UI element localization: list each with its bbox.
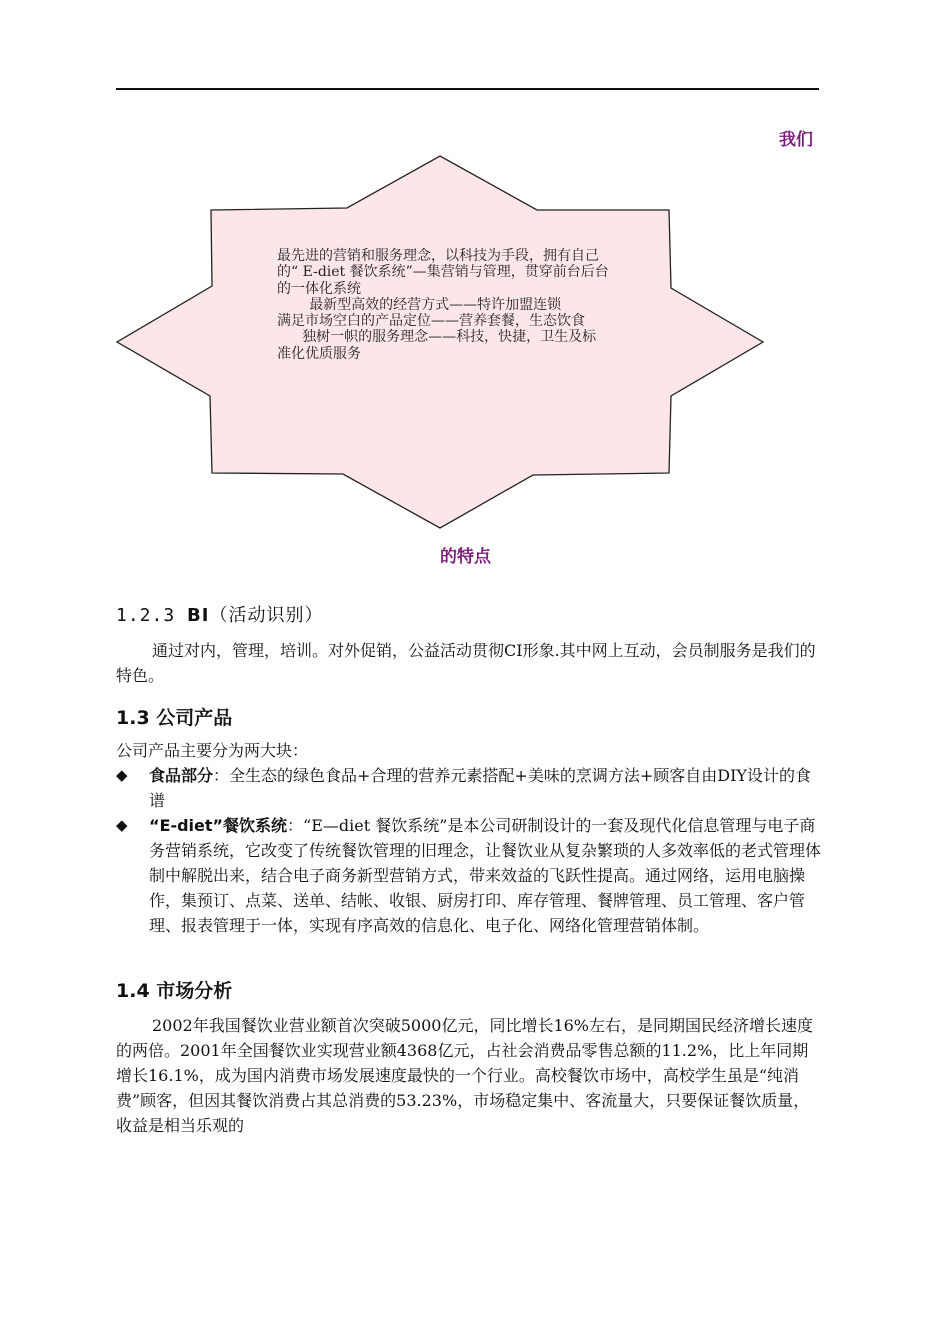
item-label: 食品部分 — [149, 766, 214, 785]
body-text: 2002年我国餐饮业营业额首次突破5000亿元，同比增长16%左右，是同期国民经济增长速度的两倍。2001年全国餐饮业实现营业额4368亿元，占社会消费品零售总额的11.2%，比上年同期增长16.1%，成为国内消费市场发展速度最快的一个行业。高校餐饮市场中，高校学生虽是“纯消费”顾客，但因其餐饮消费占其总消费的53.23%，市场稳定集中、客流量大，只要保证餐饮质量，收益是相当乐观的 — [116, 1016, 814, 1135]
section-number: 1.2.3 — [116, 605, 176, 626]
section-bold-title: BI — [187, 605, 210, 626]
section-1-2-3-heading — [116, 601, 323, 627]
item-label: “E-diet”餐饮系统 — [149, 816, 288, 835]
callout-text — [277, 248, 609, 362]
section-title: （活动识别） — [209, 605, 324, 626]
section-1-4-body — [116, 1013, 820, 1138]
item-text: ：全生态的绿色食品+合理的营养元素搭配+美味的烹调方法+顾客自由DIY设计的食谱 — [149, 766, 811, 810]
section-1-2-3-body — [116, 638, 820, 688]
section-1-3-intro: 公司产品主要分为两大块： — [116, 741, 309, 760]
section-1-4-heading: 1.4 市场分析 — [116, 980, 233, 1002]
diamond-bullet-icon: ◆ — [116, 816, 128, 834]
section-1-3-heading: 1.3 公司产品 — [116, 707, 233, 729]
list-item — [116, 813, 821, 938]
callout-line-1: 最先进的营销和服务理念，以科技为手段，拥有自己的“ E-diet 餐饮系统”—集营销与管理，贯穿前台后台的一体化系统 — [277, 248, 609, 297]
callout-line-4: 独树一帜的服务理念——科技，快捷，卫生及标准化优质服务 — [277, 329, 597, 362]
callout-line-2: 最新型高效的经营方式——特许加盟连锁 — [309, 296, 562, 313]
body-text: 通过对内，管理，培训。对外促销，公益活动贯彻CI形象.其中网上互动，会员制服务是我们的特色。 — [116, 641, 816, 685]
diamond-bullet-icon: ◆ — [116, 766, 128, 784]
callout-label-bottom: 的特点 — [440, 547, 491, 567]
item-text: ：“E—diet 餐饮系统”是本公司研制设计的一套及现代化信息管理与电子商务营销系统，它改变了传统餐饮管理的旧理念，让餐饮业从复杂繁琐的人多效率低的老式管理体制中解脱出来，结合电子商务新型营销方式，带来效益的飞跃性提高。通过网络，运用电脑操作，集预订、点菜、送单、结帐、收银、厨房打印、库存管理、餐牌管理、员工管理、客户管理、报表管理于一体，实现有序高效的信息化、电子化、网络化管理营销体制。 — [149, 816, 822, 935]
callout-label-top: 我们 — [779, 130, 813, 150]
list-item — [116, 763, 821, 813]
product-list — [116, 763, 821, 938]
callout-line-3: 满足市场空白的产品定位——营养套餐，生态饮食 — [277, 313, 585, 330]
